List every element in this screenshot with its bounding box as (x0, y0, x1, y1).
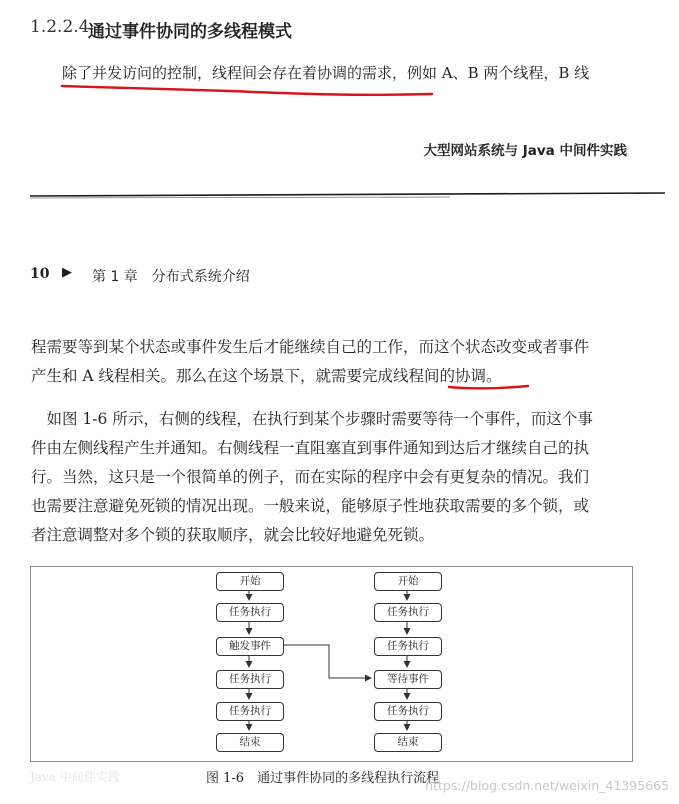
figure-caption: 图 1-6 通过事件协同的多线程执行流程 (206, 771, 440, 786)
section-title: 通过事件协同的多线程模式 (88, 22, 292, 42)
red-underline-paragraph (449, 386, 528, 388)
right-flow-node: 任务执行 (374, 702, 442, 721)
right-flow-node: 任务执行 (374, 603, 442, 622)
right-flow-node: 结束 (374, 733, 442, 752)
left-flow-node: 开始 (216, 572, 284, 591)
paragraph-line: 行。当然，这只是一个很简单的例子，而在实际的程序中会有更复杂的情况。我们 (31, 468, 590, 486)
watermark: https://blog.csdn.net/weixin_41395665 (425, 778, 669, 793)
paragraph-line: 产生和 A 线程相关。那么在这个场景下，就需要完成线程间的协调。 (31, 367, 502, 385)
paragraph-line: 程需要等到某个状态或事件发生后才能继续自己的工作，而这个状态改变或者事件 (31, 338, 590, 356)
right-flow-node: 开始 (374, 572, 442, 591)
paragraph-line: 件由左侧线程产生并通知。右侧线程一直阻塞直到事件通知到达后才继续自己的执 (31, 439, 590, 457)
page-number: 10 (30, 266, 50, 282)
faint-bleed-text: Java 中间件实践 (30, 770, 120, 784)
right-flow-node: 任务执行 (374, 637, 442, 656)
paragraph-line: 者注意调整对多个锁的获取顺序，就会比较好地避免死锁。 (31, 526, 435, 544)
left-flow-node: 任务执行 (216, 702, 284, 721)
right-flow-node: 等待事件 (374, 670, 442, 689)
top-text-line: 除了并发访问的控制，线程间会存在着协调的需求，例如 A、B 两个线程，B 线 (62, 64, 590, 82)
left-flow-node: 任务执行 (216, 603, 284, 622)
section-number: 1.2.2.4 (30, 17, 90, 37)
figure-frame (30, 566, 633, 762)
page-edge-line (30, 193, 665, 196)
red-underline-top (62, 86, 432, 95)
paragraph-line: 也需要注意避免死锁的情况出现。一般来说，能够原子性地获取需要的多个锁，或 (31, 497, 590, 515)
chapter-header: 第 1 章 分布式系统介绍 (92, 269, 250, 285)
left-flow-node: 任务执行 (216, 670, 284, 689)
left-flow-node: 结束 (216, 733, 284, 752)
left-flow-node: 触发事件 (216, 637, 284, 656)
page-edge-shadow (30, 197, 450, 198)
chapter-arrow-icon: ▶ (62, 265, 72, 280)
paragraph-line: 如图 1-6 所示，右侧的线程，在执行到某个步骤时需要等待一个事件，而这个事 (31, 410, 593, 428)
book-title: 大型网站系统与 Java 中间件实践 (423, 143, 627, 159)
